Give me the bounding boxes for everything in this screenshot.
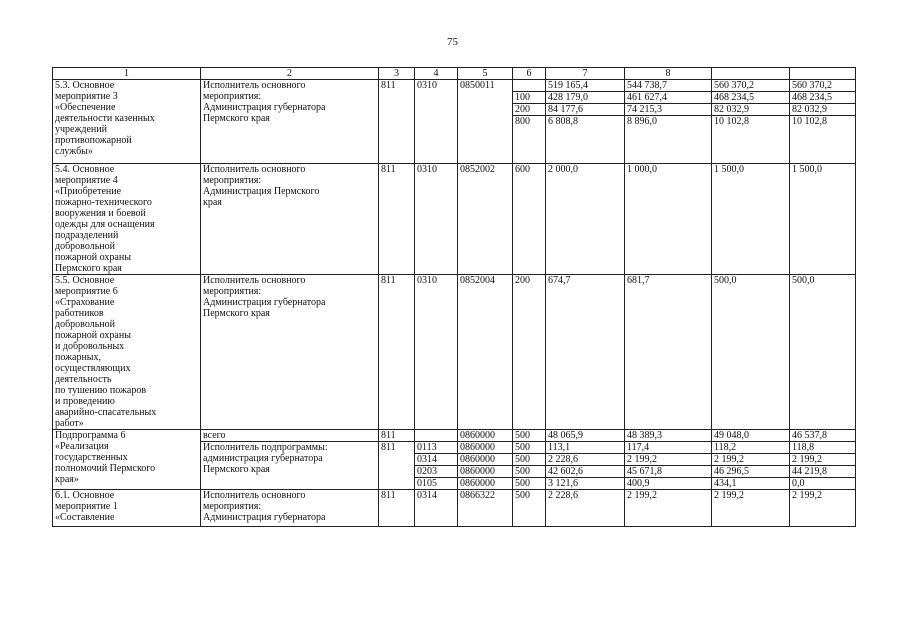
code-cell: 500 xyxy=(513,430,546,442)
amount-cell: 1 000,0 xyxy=(625,164,712,275)
executor: Исполнитель основного мероприятия: Администрация губернатора Пермского края xyxy=(201,80,379,164)
code-cell: 0860000 xyxy=(458,430,513,442)
code-cell: 200 xyxy=(513,275,546,430)
header-cell xyxy=(790,68,856,80)
amount-cell: 113,1 xyxy=(546,442,625,454)
code-cell: 500 xyxy=(513,490,546,527)
code-cell xyxy=(513,80,546,92)
executor: всего xyxy=(201,430,379,442)
amount-cell: 560 370,2 xyxy=(790,80,856,92)
executor: Исполнитель основного мероприятия: Администрация Пермского края xyxy=(201,164,379,275)
code-cell: 811 xyxy=(379,164,415,275)
amount-cell: 10 102,8 xyxy=(790,116,856,164)
amount-cell: 468 234,5 xyxy=(790,92,856,104)
amount-cell: 2 199,2 xyxy=(625,454,712,466)
amount-cell: 48 065,9 xyxy=(546,430,625,442)
amount-cell: 560 370,2 xyxy=(712,80,790,92)
activity-name: 5.4. Основное мероприятие 4 «Приобретение пожарно-технического вооружения и боевой одежды для оснащения подразделений добровольной пожарной охраны Пермского края xyxy=(53,164,201,275)
amount-cell: 8 896,0 xyxy=(625,116,712,164)
code-cell: 500 xyxy=(513,478,546,490)
amount-cell: 2 199,2 xyxy=(625,490,712,527)
code-cell: 0105 xyxy=(415,478,458,490)
code-cell: 200 xyxy=(513,104,546,116)
code-cell: 0866322 xyxy=(458,490,513,527)
code-cell: 0852004 xyxy=(458,275,513,430)
amount-cell: 2 228,6 xyxy=(546,490,625,527)
code-cell: 0310 xyxy=(415,80,458,164)
code-cell: 0113 xyxy=(415,442,458,454)
header-cell: 5 xyxy=(458,68,513,80)
amount-cell: 544 738,7 xyxy=(625,80,712,92)
amount-cell: 44 219,8 xyxy=(790,466,856,478)
amount-cell: 3 121,6 xyxy=(546,478,625,490)
amount-cell: 118,2 xyxy=(712,442,790,454)
code-cell: 600 xyxy=(513,164,546,275)
amount-cell: 400,9 xyxy=(625,478,712,490)
table-row xyxy=(53,80,856,92)
amount-cell: 0,0 xyxy=(790,478,856,490)
amount-cell: 519 165,4 xyxy=(546,80,625,92)
activity-name: 6.1. Основное мероприятие 1 «Составление xyxy=(53,490,201,527)
amount-cell: 10 102,8 xyxy=(712,116,790,164)
amount-cell: 45 671,8 xyxy=(625,466,712,478)
table-row xyxy=(53,430,856,442)
table-row xyxy=(53,164,856,275)
amount-cell: 434,1 xyxy=(712,478,790,490)
amount-cell: 2 199,2 xyxy=(712,454,790,466)
code-cell: 500 xyxy=(513,442,546,454)
amount-cell: 118,8 xyxy=(790,442,856,454)
header-cell: 2 xyxy=(201,68,379,80)
amount-cell: 500,0 xyxy=(712,275,790,430)
amount-cell: 84 177,6 xyxy=(546,104,625,116)
code-cell: 811 xyxy=(379,275,415,430)
header-cell: 4 xyxy=(415,68,458,80)
code-cell: 800 xyxy=(513,116,546,164)
code-cell: 0852002 xyxy=(458,164,513,275)
amount-cell: 2 228,6 xyxy=(546,454,625,466)
amount-cell: 82 032,9 xyxy=(790,104,856,116)
activity-name: 5.3. Основное мероприятие 3 «Обеспечение деятельности казенных учреждений противопожарной службы» xyxy=(53,80,201,164)
code-cell: 0310 xyxy=(415,275,458,430)
amount-cell: 42 602,6 xyxy=(546,466,625,478)
code-cell: 811 xyxy=(379,80,415,164)
code-cell: 0310 xyxy=(415,164,458,275)
code-cell: 0850011 xyxy=(458,80,513,164)
header-cell xyxy=(712,68,790,80)
amount-cell: 49 048,0 xyxy=(712,430,790,442)
header-cell: 3 xyxy=(379,68,415,80)
table-row xyxy=(53,275,856,430)
code-cell: 0314 xyxy=(415,490,458,527)
code-cell: 811 xyxy=(379,442,415,490)
amount-cell: 674,7 xyxy=(546,275,625,430)
header-cell: 6 xyxy=(513,68,546,80)
amount-cell: 1 500,0 xyxy=(712,164,790,275)
amount-cell: 2 199,2 xyxy=(790,490,856,527)
amount-cell: 2 000,0 xyxy=(546,164,625,275)
header-row xyxy=(53,68,856,80)
amount-cell: 117,4 xyxy=(625,442,712,454)
header-cell: 7 xyxy=(546,68,625,80)
amount-cell: 2 199,2 xyxy=(790,454,856,466)
table-row xyxy=(53,490,856,527)
activity-name: Подпрограмма 6 «Реализация государственных полномочий Пермского края» xyxy=(53,430,201,490)
code-cell: 0860000 xyxy=(458,466,513,478)
code-cell: 0860000 xyxy=(458,478,513,490)
executor: Исполнитель основного мероприятия: Администрация губернатора Пермского края xyxy=(201,275,379,430)
amount-cell: 428 179,0 xyxy=(546,92,625,104)
header-cell: 8 xyxy=(625,68,712,80)
amount-cell: 1 500,0 xyxy=(790,164,856,275)
code-cell: 0860000 xyxy=(458,454,513,466)
amount-cell: 48 389,3 xyxy=(625,430,712,442)
code-cell: 811 xyxy=(379,430,415,442)
budget-table xyxy=(52,67,856,527)
page-number: 75 xyxy=(447,36,458,48)
amount-cell: 82 032,9 xyxy=(712,104,790,116)
code-cell xyxy=(415,430,458,442)
executor: Исполнитель основного мероприятия: Администрация губернатора xyxy=(201,490,379,527)
amount-cell: 46 296,5 xyxy=(712,466,790,478)
amount-cell: 461 627,4 xyxy=(625,92,712,104)
header-cell: 1 xyxy=(53,68,201,80)
amount-cell: 468 234,5 xyxy=(712,92,790,104)
code-cell: 500 xyxy=(513,454,546,466)
code-cell: 0860000 xyxy=(458,442,513,454)
code-cell: 100 xyxy=(513,92,546,104)
activity-name: 5.5. Основное мероприятие 6 «Страхование работников добровольной пожарной охраны и добровольных пожарных, осуществляющих деятельность по тушению пожаров и проведению аварийно-спасательных работ» xyxy=(53,275,201,430)
code-cell: 0314 xyxy=(415,454,458,466)
amount-cell: 46 537,8 xyxy=(790,430,856,442)
amount-cell: 500,0 xyxy=(790,275,856,430)
code-cell: 0203 xyxy=(415,466,458,478)
amount-cell: 6 808,8 xyxy=(546,116,625,164)
amount-cell: 74 215,3 xyxy=(625,104,712,116)
code-cell: 500 xyxy=(513,466,546,478)
amount-cell: 2 199,2 xyxy=(712,490,790,527)
executor: Исполнитель подпрограммы: администрация губернатора Пермского края xyxy=(201,442,379,490)
amount-cell: 681,7 xyxy=(625,275,712,430)
code-cell: 811 xyxy=(379,490,415,527)
